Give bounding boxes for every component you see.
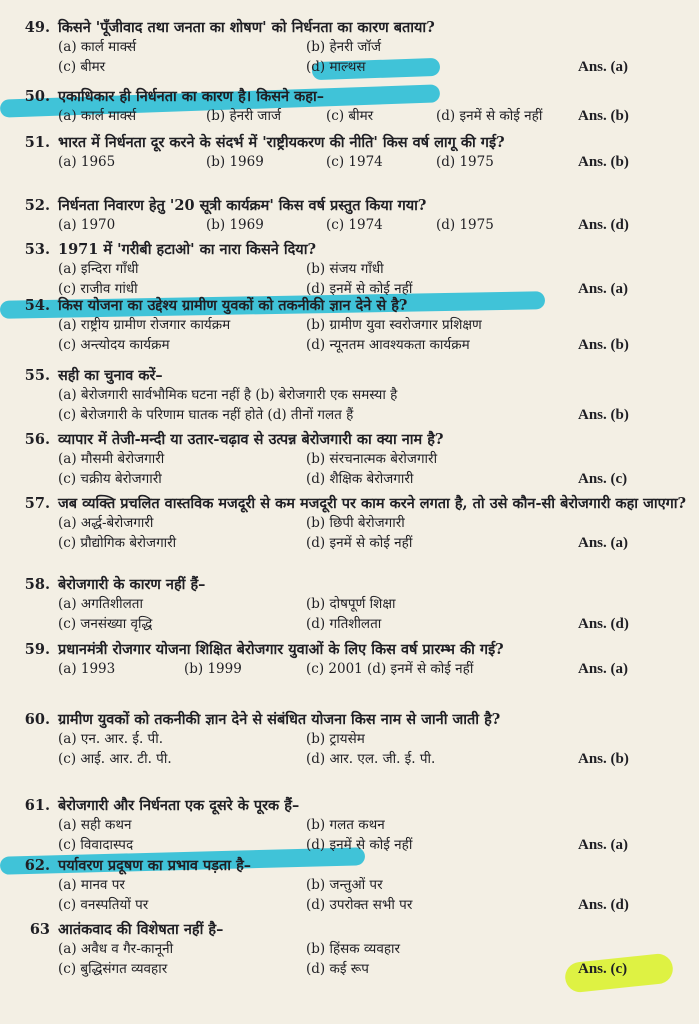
option: (c) बीमर [58, 59, 106, 75]
answer-label: Ans. (c) [578, 471, 628, 487]
option: (a) बेरोजगारी सार्वभौमिक घटना नहीं है (b) बेरोजगारी एक समस्या है [58, 387, 398, 403]
option-row [6, 37, 694, 57]
answer-label: Ans. (a) [578, 535, 629, 551]
question-54 [6, 296, 694, 355]
question-text: निर्धनता निवारण हेतु '20 सूत्री कार्यक्रम' किस वर्ष प्रस्तुत किया गया? [58, 197, 427, 214]
question-text-line [6, 296, 694, 315]
option: (c) बीमर [326, 108, 374, 124]
question-text-line [6, 796, 694, 815]
option: (a) कार्ल मार्क्स [58, 108, 137, 124]
question-number: 51. [24, 134, 50, 151]
question-number: 55. [24, 367, 50, 384]
option-row [6, 749, 694, 769]
question-text: व्यापार में तेजी-मन्दी या उतार-चढ़ाव से उत्पन्न बेरोजगारी का क्या नाम है? [58, 431, 444, 448]
answer-label: Ans. (b) [578, 154, 629, 170]
option: (b) ट्रायसेम [306, 731, 365, 747]
option-row [6, 469, 694, 489]
question-text: सही का चुनाव करें– [58, 367, 163, 384]
question-number: 63 [29, 921, 50, 938]
option: (d) इनमें से कोई नहीं [306, 837, 413, 853]
question-text: जब व्यक्ति प्रचलित वास्तविक मजदूरी से कम मजदूरी पर काम करने लगता है, तो उसे कौन-सी बेरोजगारी कहा जाएगा? [58, 495, 687, 512]
question-text-line [6, 18, 694, 37]
question-text: पर्यावरण प्रदूषण का प्रभाव पड़ता है– [58, 857, 252, 874]
question-text: प्रधानमंत्री रोजगार योजना शिक्षित बेरोजगार युवाओं के लिए किस वर्ष प्रारम्भ की गई? [58, 641, 504, 658]
option: (c) 2001 (d) इनमें से कोई नहीं [306, 661, 474, 677]
option: (d) आर. एल. जी. ई. पी. [306, 751, 436, 767]
option-row [6, 57, 694, 77]
option: (b) दोषपूर्ण शिक्षा [306, 596, 396, 612]
option: (a) मानव पर [58, 877, 125, 893]
question-number: 54. [24, 297, 50, 314]
option: (c) बेरोजगारी के परिणाम घातक नहीं होते (d) तीनों गलत हैं [58, 407, 354, 423]
option-row [6, 939, 694, 959]
option: (c) आई. आर. टी. पी. [58, 751, 172, 767]
answer-label: Ans. (d) [578, 217, 629, 233]
option: (a) अगतिशीलता [58, 596, 144, 612]
option: (d) माल्थस [306, 59, 366, 75]
option-row [6, 895, 694, 915]
question-text: बेरोजगारी के कारण नहीं हैं– [58, 576, 206, 593]
option: (b) 1999 [184, 661, 242, 677]
option: (b) छिपी बेरोजगारी [306, 515, 405, 531]
option: (c) 1974 [326, 154, 383, 170]
question-text-line [6, 640, 694, 659]
question-text-line [6, 133, 694, 152]
option-row [6, 959, 694, 979]
option-row [6, 594, 694, 614]
option: (a) राष्ट्रीय ग्रामीण रोजगार कार्यक्रम [58, 317, 231, 333]
question-text: किसने 'पूँजीवाद तथा जनता का शोषण' को निर्धनता का कारण बताया? [58, 19, 435, 36]
option: (d) शैक्षिक बेरोजगारी [306, 471, 414, 487]
option-row [6, 259, 694, 279]
question-55 [6, 366, 694, 425]
question-number: 57. [24, 495, 50, 512]
option-row [6, 215, 694, 235]
option: (b) जन्तुओं पर [306, 877, 383, 893]
question-53 [6, 240, 694, 299]
option-row [6, 385, 694, 405]
option: (b) 1969 [206, 154, 264, 170]
question-57 [6, 494, 694, 553]
question-63 [6, 920, 694, 979]
option: (c) वनस्पतियों पर [58, 897, 149, 913]
option: (a) अवैध व गैर-कानूनी [58, 941, 174, 957]
answer-label: Ans. (a) [578, 661, 629, 677]
question-62 [6, 856, 694, 915]
question-text-line [6, 710, 694, 729]
question-text: ग्रामीण युवकों को तकनीकी ज्ञान देने से संबंधित योजना किस नाम से जानी जाती है? [58, 711, 501, 728]
option: (d) 1975 [436, 217, 494, 233]
question-text-line [6, 430, 694, 449]
option-row [6, 815, 694, 835]
question-text-line [6, 575, 694, 594]
question-number: 49. [24, 19, 50, 36]
option: (c) विवादास्पद [58, 837, 134, 853]
option: (b) हिंसक व्यवहार [306, 941, 401, 957]
answer-label: Ans. (c) [578, 961, 628, 977]
option-row [6, 405, 694, 425]
question-number: 61. [24, 797, 50, 814]
answer-label: Ans. (d) [578, 897, 629, 913]
option-row [6, 106, 694, 126]
option-row [6, 335, 694, 355]
question-52 [6, 196, 694, 235]
option-row [6, 835, 694, 855]
option-row [6, 729, 694, 749]
question-text-line [6, 920, 694, 939]
option-row [6, 614, 694, 634]
question-text: 1971 में 'गरीबी हटाओ' का नारा किसने दिया? [58, 241, 316, 258]
question-number: 56. [24, 431, 50, 448]
option: (d) कई रूप [306, 961, 369, 977]
option-row [6, 152, 694, 172]
question-number: 60. [24, 711, 50, 728]
option-row [6, 315, 694, 335]
option: (d) इनमें से कोई नहीं [436, 108, 543, 124]
option: (c) 1974 [326, 217, 383, 233]
question-text-line [6, 366, 694, 385]
question-text-line [6, 494, 694, 513]
question-text: एकाधिकार ही निर्धनता का कारण है। किसने कहा– [58, 88, 324, 105]
option: (a) एन. आर. ई. पी. [58, 731, 163, 747]
question-61 [6, 796, 694, 855]
question-51 [6, 133, 694, 172]
option-row [6, 875, 694, 895]
option-row [6, 533, 694, 553]
option: (a) 1970 [58, 217, 116, 233]
option: (a) 1993 [58, 661, 116, 677]
answer-label: Ans. (a) [578, 281, 629, 297]
answer-label: Ans. (a) [578, 59, 629, 75]
option: (a) मौसमी बेरोजगारी [58, 451, 165, 467]
question-number: 58. [24, 576, 50, 593]
question-text: भारत में निर्धनता दूर करने के संदर्भ में 'राष्ट्रीयकरण की नीति' किस वर्ष लागू की गई? [58, 134, 505, 151]
question-text: बेरोजगारी और निर्धनता एक दूसरे के पूरक हैं– [58, 797, 300, 814]
option: (a) कार्ल मार्क्स [58, 39, 137, 55]
option-row [6, 659, 694, 679]
question-50 [6, 87, 694, 126]
answer-label: Ans. (b) [578, 407, 629, 423]
option: (c) चक्रीय बेरोजगारी [58, 471, 162, 487]
question-number: 50. [24, 88, 50, 105]
option: (b) ग्रामीण युवा स्वरोजगार प्रशिक्षण [306, 317, 482, 333]
option-row [6, 513, 694, 533]
option: (a) 1965 [58, 154, 116, 170]
question-text-line [6, 856, 694, 875]
question-number: 53. [24, 241, 50, 258]
answer-label: Ans. (b) [578, 108, 629, 124]
option: (d) इनमें से कोई नहीं [306, 535, 413, 551]
option: (c) जनसंख्या वृद्धि [58, 616, 153, 632]
option: (b) हेनरी जॉर्ज [306, 39, 381, 55]
question-text-line [6, 240, 694, 259]
option: (a) इन्दिरा गाँधी [58, 261, 139, 277]
question-number: 52. [24, 197, 50, 214]
question-text: आतंकवाद की विशेषता नहीं है– [58, 921, 224, 938]
question-number: 62. [24, 857, 50, 874]
question-text-line [6, 196, 694, 215]
question-58 [6, 575, 694, 634]
question-text-line [6, 87, 694, 106]
answer-label: Ans. (d) [578, 616, 629, 632]
option: (a) सही कथन [58, 817, 132, 833]
question-text: किस योजना का उद्देश्य ग्रामीण युवकों को तकनीकी ज्ञान देने से है? [58, 297, 408, 314]
option: (c) राजीव गांधी [58, 281, 138, 297]
option-row [6, 449, 694, 469]
answer-label: Ans. (b) [578, 337, 629, 353]
option: (c) बुद्धिसंगत व्यवहार [58, 961, 168, 977]
option: (c) प्रौद्योगिक बेरोजगारी [58, 535, 177, 551]
option: (c) अन्त्योदय कार्यक्रम [58, 337, 170, 353]
option: (d) इनमें से कोई नहीं [306, 281, 413, 297]
question-56 [6, 430, 694, 489]
question-number: 59. [24, 641, 50, 658]
option: (a) अर्द्ध-बेरोजगारी [58, 515, 154, 531]
answer-label: Ans. (b) [578, 751, 629, 767]
option: (b) संजय गाँधी [306, 261, 384, 277]
question-49 [6, 18, 694, 77]
answer-label: Ans. (a) [578, 837, 629, 853]
option: (b) संरचनात्मक बेरोजगारी [306, 451, 438, 467]
option: (d) गतिशीलता [306, 616, 382, 632]
option: (b) हेनरी जार्ज [206, 108, 281, 124]
option: (b) 1969 [206, 217, 264, 233]
question-60 [6, 710, 694, 769]
question-59 [6, 640, 694, 679]
option: (b) गलत कथन [306, 817, 385, 833]
option: (d) न्यूनतम आवश्यकता कार्यक्रम [306, 337, 470, 353]
option: (d) 1975 [436, 154, 494, 170]
option: (d) उपरोक्त सभी पर [306, 897, 413, 913]
